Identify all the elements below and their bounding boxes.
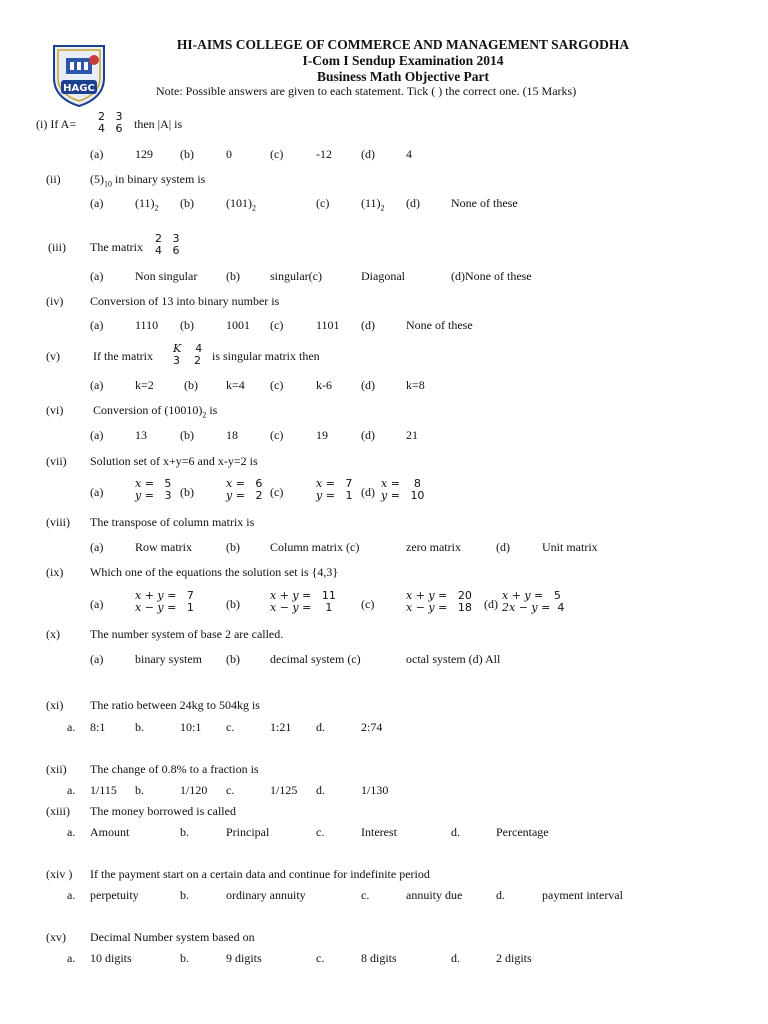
option-d[interactable]: x + y = 5 2x − y = 4 [502,589,565,614]
matrix: K 4 3 2 [173,342,203,367]
option-c[interactable]: octal system (d) All [406,652,501,666]
option-d[interactable]: 21 [406,428,418,442]
option-a[interactable]: x + y = 7 x − y = 1 [135,589,194,614]
question-text: The change of 0.8% to a fraction is [90,762,259,776]
question-number: (i) If A= [36,117,77,131]
option-a[interactable]: perpetuity [90,888,139,902]
option-b-label[interactable]: (b) [184,378,198,392]
option-b-label[interactable]: b. [180,888,189,902]
option-c[interactable]: 8 digits [361,951,397,965]
option-d-label[interactable]: (d) [361,378,375,392]
question-text: Conversion of $(10010)_2$ is [93,403,218,420]
question-text: The money borrowed is called [90,804,236,818]
question-text: Conversion of 13 into binary number is [90,294,280,308]
option-a[interactable]: $(11)_2$ [135,196,159,213]
option-b-label[interactable]: (b) [180,147,194,161]
option-d-label[interactable]: (d) [406,196,420,210]
option-c-label[interactable]: (c) [270,378,284,392]
question-text: The number system of base 2 are called. [90,627,284,641]
option-a-label[interactable]: (a) [90,269,104,283]
option-a-label[interactable]: (a) [90,540,104,554]
option-b-label[interactable]: b. [135,720,144,734]
instruction-note: Note: Possible answers are given to each statement. Tick ( ) the correct one. (15 Marks) [156,84,577,98]
question-number: (xii) [46,762,67,776]
question-number: (iv) [46,294,64,308]
option-d-label[interactable]: (d) [361,318,375,332]
option-c[interactable]: x + y = 20 x − y = 18 [406,589,472,614]
option-b-label[interactable]: b. [180,825,189,839]
option-b[interactable]: x = 6 y = 2 [226,477,263,502]
option-b[interactable]: 1/120 [180,783,208,797]
option-a[interactable]: 129 [135,147,153,161]
option-b-label[interactable]: (b) [180,318,194,332]
question-number: (vii) [46,454,67,468]
option-a-label[interactable]: (a) [90,147,104,161]
option-a[interactable]: 8:1 [90,720,106,734]
exam-title: I-Com I Sendup Examination 2014 [302,53,504,68]
matrix: 2 3 4 6 [155,232,180,257]
option-c-label[interactable]: (c) [270,318,284,332]
option-b-label[interactable]: (b) [226,540,240,554]
option-b-label[interactable]: (b) [226,652,240,666]
option-a[interactable]: k=2 [135,378,154,392]
question-text: Which one of the equations the solution set is {4,3} [90,565,339,579]
option-a-label[interactable]: (a) [90,318,104,332]
question-text: The transpose of column matrix is [90,515,255,529]
option-a-label[interactable]: a. [67,825,76,839]
option-b-label[interactable]: (b) [180,196,194,210]
question-number: (iii) [48,240,66,254]
option-c[interactable]: Interest [361,825,397,839]
option-c-label[interactable]: c. [316,825,325,839]
option-c[interactable]: zero matrix [406,540,461,554]
option-d[interactable]: k=8 [406,378,425,392]
option-a-label[interactable]: (a) [90,485,104,499]
option-b[interactable]: singular(c) [270,269,322,283]
option-d[interactable]: 2:74 [361,720,383,734]
option-b[interactable]: $(101)_2$ [226,196,256,213]
option-a[interactable]: binary system [135,652,202,666]
option-a-label[interactable]: a. [67,888,76,902]
option-a-label[interactable]: (a) [90,597,104,611]
option-b-label[interactable]: b. [135,783,144,797]
option-d[interactable]: 1/130 [361,783,389,797]
option-b[interactable]: ordinary annuity [226,888,306,902]
question-number: (x) [46,627,60,641]
option-d[interactable]: Percentage [496,825,549,839]
option-a[interactable]: Row matrix [135,540,192,554]
option-a[interactable]: 1/115 [90,783,117,797]
option-b-label[interactable]: (b) [226,269,240,283]
option-b[interactable]: Column matrix (c) [270,540,360,554]
option-d-label[interactable]: d. [451,951,460,965]
question-text-after: is singular matrix then [212,349,320,363]
option-b[interactable]: k=4 [226,378,245,392]
option-a[interactable]: Amount [90,825,130,839]
subject-title: Business Math Objective Part [316,69,490,84]
question-number: (viii) [46,515,70,529]
option-d-label[interactable]: (d) [361,485,375,499]
option-b[interactable]: Principal [226,825,270,839]
option-d[interactable]: 4 [406,147,412,161]
option-c-label[interactable]: c. [361,888,370,902]
option-b-label[interactable]: (b) [180,428,194,442]
question-text: The ratio between 24kg to 504kg is [90,698,260,712]
college-title: HI-AIMS COLLEGE OF COMMERCE AND MANAGEMENT SARGODHA [176,37,630,52]
question-text: The matrix [90,240,143,254]
option-c[interactable]: -12 [316,147,332,161]
option-a-label[interactable]: a. [67,720,76,734]
option-d-label[interactable]: (d) [484,597,498,611]
option-b[interactable]: 18 [226,428,238,442]
option-b-label[interactable]: (b) [226,597,240,611]
option-c-label[interactable]: (c) [270,485,284,499]
option-b[interactable]: decimal system (c) [270,652,361,666]
option-a[interactable]: 1110 [135,318,159,332]
option-d-label[interactable]: (d) [361,147,375,161]
question-number: (xiii) [46,804,70,818]
option-a-label[interactable]: a. [67,951,76,965]
question-number: (xiv ) [46,867,73,881]
option-c-label[interactable]: (c) [316,196,330,210]
option-c[interactable]: k-6 [316,378,332,392]
question-text: Solution set of x+y=6 and x-y=2 is [90,454,258,468]
option-a-label[interactable]: (a) [90,378,104,392]
question-number: (xi) [46,698,64,712]
option-d-label[interactable]: (d) [361,428,375,442]
option-c[interactable]: Diagonal [361,269,405,283]
option-b[interactable]: 9 digits [226,951,262,965]
question-number: (ix) [46,565,64,579]
option-d[interactable]: Unit matrix [542,540,598,554]
question-text: If the matrix [93,349,153,363]
option-d[interactable]: payment interval [542,888,623,902]
option-b-label[interactable]: (b) [180,485,194,499]
question-text: then |A| is [134,117,183,131]
option-b[interactable]: 0 [226,147,232,161]
option-d-label[interactable]: d. [316,783,325,797]
option-d-label[interactable]: (d) [496,540,510,554]
option-c[interactable]: x = 7 y = 1 [316,477,353,502]
option-a[interactable]: Non singular [135,269,198,283]
question-number: (v) [46,349,60,363]
question-text: If the payment start on a certain data and continue for indefinite period [90,867,430,881]
option-a-label[interactable]: (a) [90,652,104,666]
option-d[interactable]: None of these [406,318,473,332]
option-a-label[interactable]: (a) [90,428,104,442]
option-c[interactable]: 1/125 [270,783,298,797]
question-number: (ii) [46,172,61,186]
option-a[interactable]: 10 digits [90,951,132,965]
logo-text: HAGC [63,83,95,94]
option-d[interactable]: 2 digits [496,951,532,965]
option-c-label[interactable]: c. [226,720,235,734]
option-a-label[interactable]: (a) [90,196,104,210]
option-c[interactable]: 19 [316,428,328,442]
question-number: (vi) [46,403,64,417]
option-a-label[interactable]: a. [67,783,76,797]
option-a[interactable]: x = 5 y = 3 [135,477,172,502]
question-text: $(5)_{10}$ in binary system is [90,172,206,189]
option-c[interactable]: $(11)_2$ [361,196,385,213]
option-b[interactable]: x + y = 11 x − y = 1 [270,589,336,614]
option-c-label[interactable]: c. [226,783,235,797]
option-d-label[interactable]: d. [451,825,460,839]
option-c-label[interactable]: (c) [270,147,284,161]
question-text: Decimal Number system based on [90,930,255,944]
question-number: (xv) [46,930,66,944]
option-b-label[interactable]: b. [180,951,189,965]
option-c-label[interactable]: (c) [270,428,284,442]
option-d-label[interactable]: d. [316,720,325,734]
option-b[interactable]: 10:1 [180,720,202,734]
option-c-label[interactable]: (c) [361,597,375,611]
option-d[interactable]: x = 8 y = 10 [381,477,425,502]
option-b[interactable]: 1001 [226,318,250,332]
matrix: 2 3 4 6 [98,110,123,135]
option-a[interactable]: 13 [135,428,147,442]
option-c[interactable]: 1:21 [270,720,292,734]
option-c-label[interactable]: c. [316,951,325,965]
option-c[interactable]: annuity due [406,888,463,902]
option-d-label[interactable]: d. [496,888,505,902]
option-d[interactable]: (d)None of these [451,269,532,283]
option-c[interactable]: 1101 [316,318,340,332]
option-d[interactable]: None of these [451,196,518,210]
